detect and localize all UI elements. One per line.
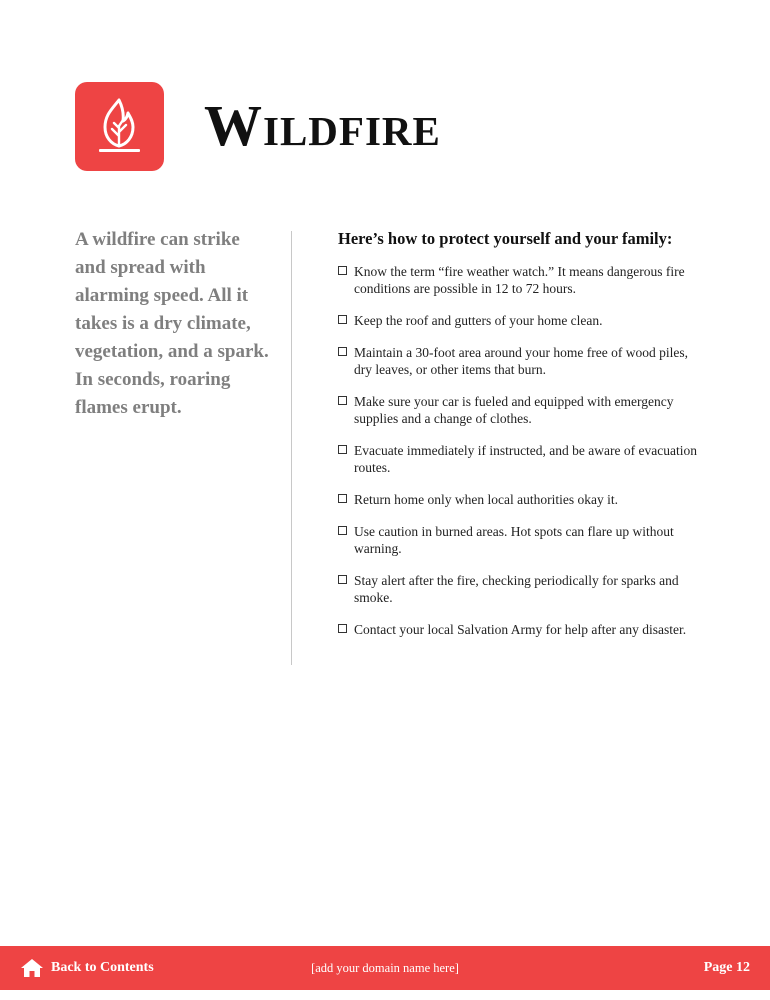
page-number: Page 12 bbox=[703, 960, 750, 975]
column-divider bbox=[291, 231, 292, 665]
checklist-item-text: Maintain a 30-foot area around your home free of wood piles, dry leaves, or other items that burn. bbox=[354, 345, 689, 377]
checklist-items bbox=[338, 263, 698, 638]
protection-checklist bbox=[338, 228, 698, 653]
page-footer bbox=[0, 946, 770, 990]
checklist-item bbox=[338, 572, 698, 606]
checklist-item bbox=[338, 523, 698, 557]
checklist-item bbox=[338, 344, 698, 378]
checklist-item-text: Stay alert after the fire, checking periodically for sparks and smoke. bbox=[354, 573, 679, 605]
checkbox-icon[interactable] bbox=[338, 396, 347, 405]
checkbox-icon[interactable] bbox=[338, 575, 347, 584]
checklist-item-text: Contact your local Salvation Army for help after any disaster. bbox=[354, 622, 687, 637]
domain-placeholder: [add your domain name here] bbox=[311, 961, 459, 975]
checklist-item-text: Use caution in burned areas. Hot spots can flare up without warning. bbox=[354, 524, 674, 556]
wildfire-icon bbox=[75, 82, 164, 171]
checklist-item bbox=[338, 491, 698, 508]
checklist-item bbox=[338, 442, 698, 476]
intro-text: A wildfire can strike and spread with alarming speed. All it takes is a dry climate, vegetation, and a spark. In seconds, roaring flames erupt. bbox=[75, 229, 269, 418]
checklist-item-text: Make sure your car is fueled and equipped with emergency supplies and a change of clothes. bbox=[354, 394, 674, 426]
checkbox-icon[interactable] bbox=[338, 266, 347, 275]
checkbox-icon[interactable] bbox=[338, 494, 347, 503]
checkbox-icon[interactable] bbox=[338, 526, 347, 535]
checklist-item bbox=[338, 621, 698, 638]
checklist-item bbox=[338, 263, 698, 297]
flame-tree-icon bbox=[75, 82, 164, 171]
checklist-item bbox=[338, 393, 698, 427]
checklist-heading: Here’s how to protect yourself and your family: bbox=[338, 229, 673, 248]
checklist-item-text: Know the term “fire weather watch.” It means dangerous fire conditions are possible in 12 to 72 hours. bbox=[354, 264, 685, 296]
checklist-item-text: Return home only when local authorities okay it. bbox=[354, 492, 618, 507]
page-title: Wildfire bbox=[204, 93, 441, 158]
checkbox-icon[interactable] bbox=[338, 624, 347, 633]
checkbox-icon[interactable] bbox=[338, 315, 347, 324]
checkbox-icon[interactable] bbox=[338, 347, 347, 356]
checkbox-icon[interactable] bbox=[338, 445, 347, 454]
checklist-item bbox=[338, 312, 698, 329]
back-to-contents-label: Back to Contents bbox=[51, 960, 154, 975]
checklist-item-text: Keep the roof and gutters of your home clean. bbox=[354, 313, 603, 328]
checklist-item-text: Evacuate immediately if instructed, and be aware of evacuation routes. bbox=[354, 443, 697, 475]
